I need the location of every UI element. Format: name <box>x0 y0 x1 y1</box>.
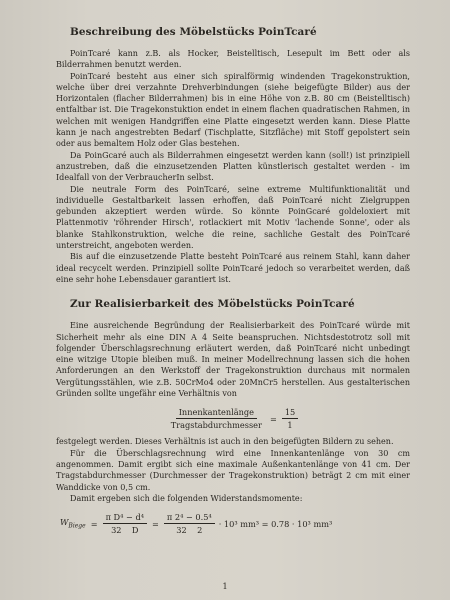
formula-lhs: $W_{Biege}$ <box>60 517 86 530</box>
paragraph: festgelegt werden. Dieses Verhältnis ist auch in den beigefügten Bildern zu sehen. <box>56 437 394 447</box>
paragraph: Da PoinGcaré auch als Bilderrahmen eingesetzt werden kann (soll!) ist prinzipiell anzustreben, daß die einzusetzenden Platten künstlerisch gestaltet werden - im Idealfall von der VerbraucherIn selbst. <box>56 150 410 183</box>
ratio-numerator-label: Innenkantenlänge <box>176 407 257 419</box>
ratio-equation <box>56 407 410 430</box>
formula-fraction-1: $\frac{\text{π D⁴ − d⁴}}{32 D}$ <box>103 512 147 535</box>
paragraph: Bis auf die einzusetzende Platte besteht PoinTcaré aus reinem Stahl, kann daher ideal recycelt werden. Prinzipiell sollte PoinTcaré jedoch so verarbeitet werden, daß eine sehr hohe Lebensdauer garantiert ist. <box>56 252 410 284</box>
page-content <box>56 26 410 535</box>
paragraph: Eine ausreichende Begründung der Realisierbarkeit des PoinTcaré würde mit Sicherheit mehr als eine DIN A 4 Seite beanspruchen. Nichtsdestotrotz soll mit folgender Überschlagsrechnung erläutert werden, daß PoinTcaré nicht unbedingt eine witzige Utopie bleiben muß. In meiner Modellrechnung lassen sich die hohen Anforderungen an den Werkstoff der Tragekonstruktion durchaus mit normalen Vergütungsstählen, wie z.B. 50CrMo4 oder 20MnCr5 herstellen. Aus gestalterischen Gründen sollte ungefähr eine Verhältnis von <box>56 321 410 399</box>
paragraph: Damit ergeben sich die folgenden Widerstandsmomente: <box>70 493 303 503</box>
formula-equals: = <box>152 518 159 529</box>
paragraph: Die neutrale Form des PoinTcaré, seine extreme Multifunktionalität und individuelle Gestaltbarkeit lassen erhoffen, daß PoinTcaré nicht Zielgruppen gebunden akzeptiert werden würde. So könnte PoinGcaré goldeloxiert mit Plattenmotiv 'röhrender Hirsch', rotlackiert mit Motiv 'lachende Sonne', oder als blanke Stahlkonstruktion, welche die reine, sachliche Gestalt des PoinTcaré unterstreicht, angeboten werden. <box>56 184 410 251</box>
resistance-moment-formula <box>60 512 410 535</box>
section-title-description: Beschreibung des Möbelstücks PoinTcaré <box>70 26 317 38</box>
formula-fraction-2: $\frac{\text{π 2⁴ − 0.5⁴}}{32 2}$ <box>164 512 215 535</box>
formula-equals: = <box>90 518 98 529</box>
ratio-fraction-labels <box>168 407 265 430</box>
formula-result: · 10³ mm³ = 0.78 · 10³ mm³ <box>218 518 333 529</box>
ratio-fraction-values <box>282 407 298 430</box>
section-title-feasibility: Zur Realisierbarkeit des Möbelstücks PoinTcaré <box>70 298 355 311</box>
ratio-denominator-label: Tragstabdurchmesser <box>170 420 262 431</box>
paragraph: PoinTcaré kann z.B. als Hocker, Beistelltisch, Lesepult im Bett oder als Bilderrahmen benutzt werden. <box>56 49 410 70</box>
paragraph: PoinTcaré besteht aus einer sich spiralförmig windenden Tragekonstruktion, welche über drei verzahnte Drehverbindungen (siehe beigefügte Bilder) aus der Horizontalen (flacher Bilderrahmen) bis in eine Höhe von z.B. 80 cm (Beistelltisch) entfaltbar ist. Die Tragekonstuktion endet in einem flachen quadratischen Rahmen, in welchen mit wenigen Handgriffen eine Platte eingesetzt werden kann. Diese Platte kann je nach angestrebten Bedarf (Tischplatte, Sitzfläche) mit Stoff gepolstert sein oder aus bemaltem Holz oder Glas bestehen. <box>56 71 410 149</box>
page-number: 1 <box>222 582 228 591</box>
ratio-denominator-value: 1 <box>287 420 293 431</box>
ratio-equals: = <box>269 413 277 424</box>
paragraph: Für die Überschlagsrechnung wird eine Innenkantenlänge von 30 cm angenommen. Damit ergibt sich eine maximale Außenkantenlänge von 41 cm. Der Tragstabdurchmesser (Durchmesser der Tragekonstruktion) beträgt 2 cm mit einer Wanddicke von 0,5 cm. <box>56 448 410 492</box>
ratio-numerator-value: 15 <box>282 407 298 419</box>
